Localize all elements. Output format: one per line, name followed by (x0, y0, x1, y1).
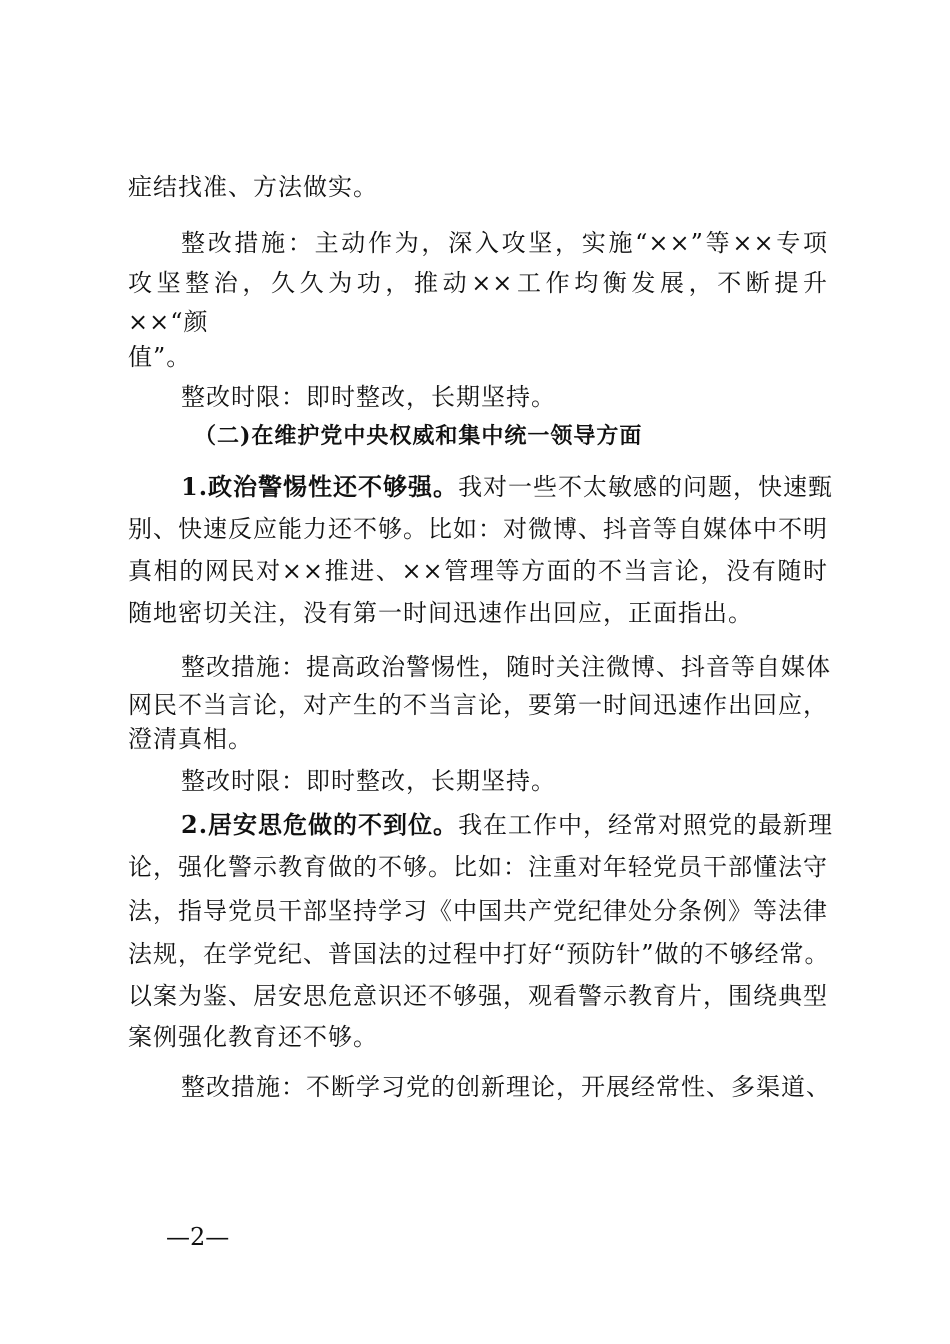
text-line: 整改时限：即时整改，长期坚持。 (181, 383, 556, 411)
text-line: 整改措施：不断学习党的创新理论，开展经常性、多渠道、 (181, 1073, 831, 1101)
text-line: 攻坚整治，久久为功，推动××工作均衡发展，不断提升 (128, 269, 828, 297)
text-line: 值”。 (128, 343, 192, 371)
text-line: ××“颜 (128, 308, 209, 336)
text-line: 随地密切关注，没有第一时间迅速作出回应，正面指出。 (128, 599, 753, 627)
item-text: 我在工作中，经常对照党的最新理 (458, 811, 834, 839)
text-line: 整改措施：提高政治警惕性，随时关注微博、抖音等自媒体 (181, 653, 831, 681)
page-number: —2— (166, 1223, 230, 1251)
text-line: 案例强化教育还不够。 (128, 1023, 378, 1051)
item-title: 2.居安思危做的不到位。 (181, 810, 459, 839)
text-line: 真相的网民对××推进、××管理等方面的不当言论，没有随时 (128, 557, 828, 585)
text-line: 整改措施：主动作为，深入攻坚，实施“××”等××专项 (181, 229, 828, 257)
paragraph-first-line (181, 810, 833, 840)
paragraph-first-line (181, 472, 833, 502)
text-line: 网民不当言论，对产生的不当言论，要第一时间迅速作出回应， (128, 691, 828, 719)
section-heading: （二)在维护党中央权威和集中统一领导方面 (194, 423, 643, 449)
item-title: 1.政治警惕性还不够强。 (181, 472, 459, 501)
item-text: 我对一些不太敏感的问题，快速甄 (458, 473, 834, 501)
text-line: 法规，在学党纪、普国法的过程中打好“预防针”做的不够经常。 (128, 940, 830, 968)
text-line: 别、快速反应能力还不够。比如：对微博、抖音等自媒体中不明 (128, 515, 828, 543)
text-line: 症结找准、方法做实。 (128, 173, 378, 201)
text-line: 整改时限：即时整改，长期坚持。 (181, 767, 556, 795)
text-line: 论，强化警示教育做的不够。比如：注重对年轻党员干部懂法守 (128, 853, 828, 881)
text-line: 法，指导党员干部坚持学习《中国共产党纪律处分条例》等法律 (128, 897, 828, 925)
text-line: 澄清真相。 (128, 725, 253, 753)
text-line: 以案为鉴、居安思危意识还不够强，观看警示教育片，围绕典型 (128, 982, 828, 1010)
